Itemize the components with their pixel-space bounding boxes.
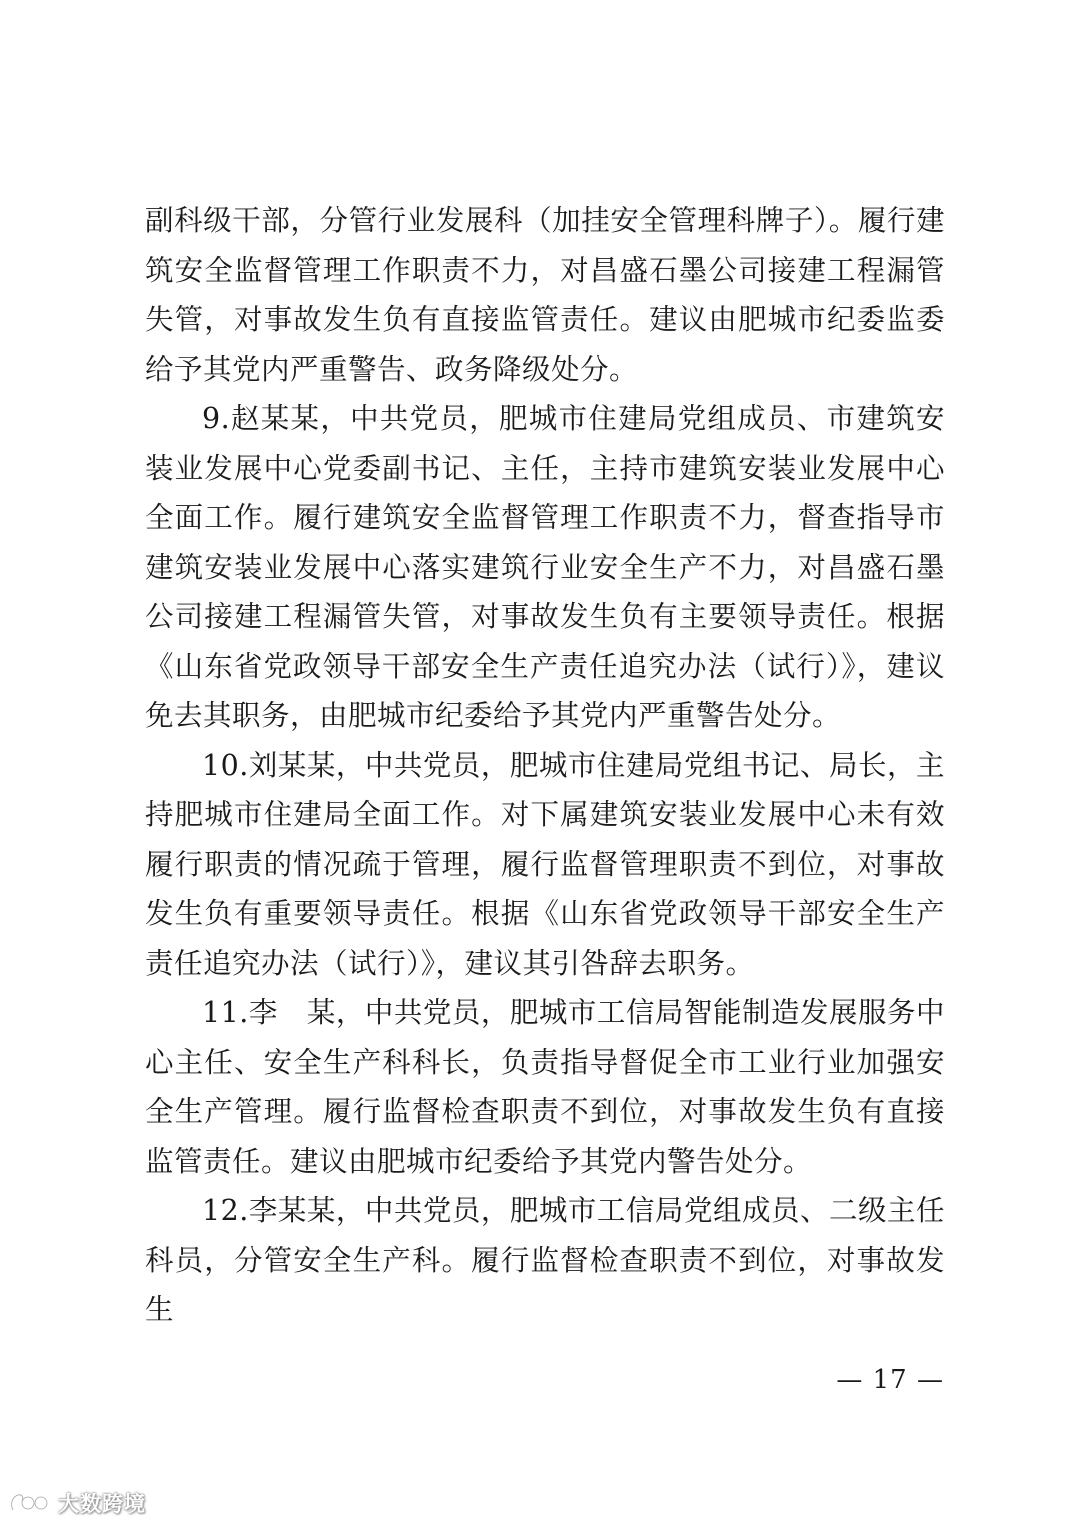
paragraph-item-10: 10.刘某某，中共党员，肥城市住建局党组书记、局长，主持肥城市住建局全面工作。对下属建筑安装业发展中心未有效履行职责的情况疏于管理，履行监督管理职责不到位，对事故发生负有重要领导责任。根据《山东省党政领导干部安全生产责任追究办法（试行）》，建议其引咎辞去职务。 bbox=[145, 748, 945, 980]
watermark-text: 大数跨境 bbox=[58, 1492, 146, 1516]
paragraph-item-9: 9.赵某某，中共党员，肥城市住建局党组成员、市建筑安装业发展中心党委副书记、主任，主持市建筑安装业发展中心全面工作。履行建筑安全监督管理工作职责不力，督查指导市建筑安装业发展中心落实建筑行业安全生产不力，对昌盛石墨公司接建工程漏管失管，对事故发生负有主要领导责任。根据《山东省党政领导干部安全生产责任追究办法（试行）》，建议免去其职务，由肥城市纪委给予其党内严重警告处分。 bbox=[145, 402, 945, 732]
paragraph-item-12: 12.李某某，中共党员，肥城市工信局党组成员、二级主任科员，分管安全生产科。履行监督检查职责不到位，对事故发生 bbox=[145, 1194, 945, 1326]
dashu-logo-icon bbox=[8, 1490, 52, 1516]
paragraph-item-11: 11.李 某，中共党员，肥城市工信局智能制造发展服务中心主任、安全生产科科长，负责指导督促全市工业行业加强安全生产管理。履行监督检查职责不到位，对事故发生负有直接监管责任。建议由肥城市纪委给予其党内警告处分。 bbox=[145, 996, 945, 1178]
document-body bbox=[145, 196, 945, 1335]
watermark bbox=[8, 1488, 146, 1518]
page-number: — 17 — bbox=[836, 1365, 944, 1395]
paragraph-continuation: 副科级干部，分管行业发展科（加挂安全管理科牌子）。履行建筑安全监督管理工作职责不力，对昌盛石墨公司接建工程漏管失管，对事故发生负有直接监管责任。建议由肥城市纪委监委给予其党内严重警告、政务降级处分。 bbox=[145, 204, 945, 386]
